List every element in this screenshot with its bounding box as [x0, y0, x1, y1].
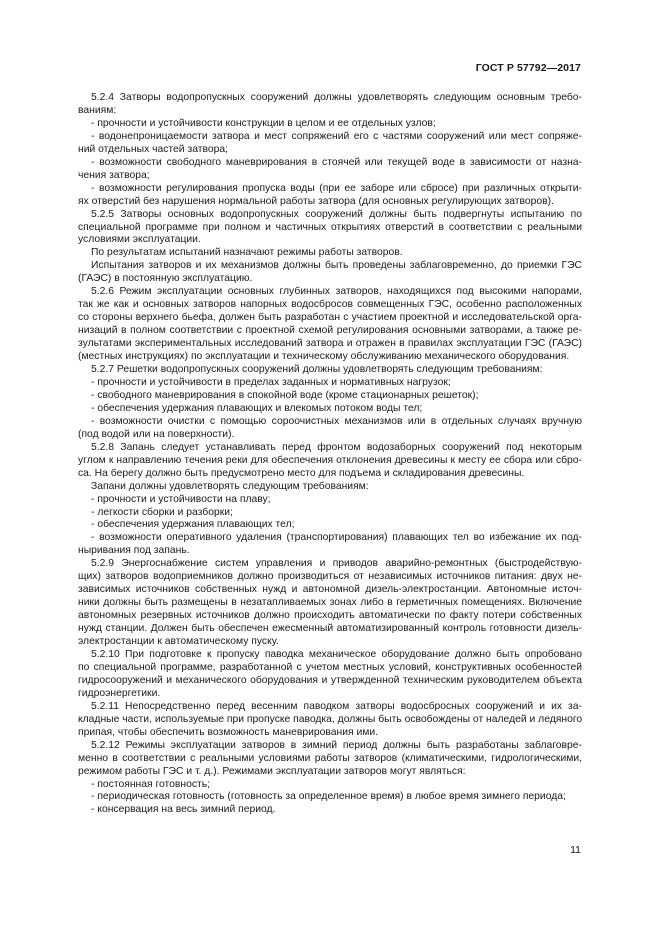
text-line: припая, чтобы обеспечить возможность маневрирования ими.: [78, 726, 379, 738]
text-line: 5.2.9 Энергоснабжение систем управления и приводов аварийно-ремонтных (быстродействую-: [91, 558, 582, 570]
text-line: 5.2.5 Затворы основных водопропускных сооружений должны быть подвергнуты испытанию по: [91, 208, 582, 220]
text-line: - возможности регулирования пропуска воды (при ее заборе или сбросе) при различных открыти-: [91, 182, 582, 194]
text-line: 5.2.4 Затворы водопропускных сооружений должны удовлетворять следующим основным требо-: [91, 92, 582, 103]
text-line: чения затвора;: [78, 169, 150, 181]
text-line: низаций в полном соответствии с проектной схемой регулирования основными затворами, а также ре-: [78, 325, 582, 337]
text-line: 5.2.12 Режимы эксплуатации затворов в зимний период должны быть разработаны заблаговре-: [91, 739, 582, 751]
text-line: нужд станции. Должен быть обеспечен ежесменный автоматизированный контроль готовности дизель-: [78, 623, 582, 635]
text-line: зависимых источников собственных нужд и автономной дизель-электростанции. Автономные источ-: [78, 584, 582, 596]
text-line: кладные части, используемые при пропуске паводка, должны быть освобождены от наледей и ледяного: [78, 713, 582, 725]
text-line: гидроэнергетики.: [78, 687, 161, 699]
text-line: - легкости сборки и разборки;: [91, 506, 233, 518]
text-line: - обеспечения удержания плавающих тел;: [91, 519, 295, 531]
text-line: - постоянная готовность;: [91, 778, 211, 790]
text-line: электростанции к автоматическому пуску.: [78, 636, 279, 648]
text-line: - водонепроницаемости затвора и мест сопряжений его с частями сооружений или мест сопряже-: [91, 130, 582, 142]
text-line: - возможности оперативного удаления (транспортирования) плавающих тел во избежание их под-: [91, 532, 582, 544]
document-body: [78, 92, 582, 817]
text-line: со стороны верхнего бьефа, должен быть разработан с участием проектной и исследовательской орга-: [78, 312, 582, 324]
text-line: - свободного маневрирования в спокойной воде (кроме стационарных решеток);: [91, 389, 479, 401]
text-line: Запани должны удовлетворять следующим требованиям:: [91, 480, 369, 492]
text-line: ваниям:: [78, 104, 117, 116]
text-line: 5.2.6 Режим эксплуатации основных глубинных затворов, находящихся под высокими напорами,: [91, 286, 582, 298]
page-number: 11: [570, 844, 581, 856]
text-line: Испытания затворов и их механизмов должны быть проведены заблаговременно, до приемки ГЭС: [91, 260, 582, 272]
text-line: 5.2.11 Непосредственно перед весенним паводком затворы водосбросных сооружений и их за-: [91, 700, 582, 712]
text-line: ний отдельных частей затвора;: [78, 143, 228, 155]
text-line: специальной программе при полном и частичных открытиях отверстий в соответствии с реальными: [78, 221, 582, 233]
text-line: ники должны быть размещены в незатапливаемых зонах либо в герметичных помещениях. Включение: [78, 597, 582, 609]
text-line: по специальной программе, разработанной с учетом местных условий, конструктивных особенностей: [78, 661, 582, 673]
text-line: - обеспечения удержания плавающих и влекомых потоком воды тел;: [91, 402, 423, 414]
text-line: По результатам испытаний назначают режимы работы затворов.: [91, 247, 403, 259]
text-line: 5.2.10 При подготовке к пропуску паводка механическое оборудование должно быть опробовано: [91, 648, 582, 660]
text-line: - периодическая готовность (готовность за определенное время) в любое время зимнего периода;: [91, 791, 566, 803]
text-line: (местных инструкциях) по эксплуатации и техническому обслуживанию механического оборудования.: [78, 351, 570, 363]
text-line: 5.2.7 Решетки водопропускных сооружений должны удовлетворять следующим требованиям:: [91, 364, 543, 376]
text-line: - возможности очистки с помощью сороочистных механизмов или в отдельных случаях вручную: [91, 415, 582, 427]
text-line: (под водой или на поверхности).: [78, 428, 235, 440]
text-line: - прочности и устойчивости на плаву;: [91, 493, 271, 505]
text-line: - прочности и устойчивости в пределах заданных и нормативных нагрузок;: [91, 376, 451, 388]
text-line: режимом работы ГЭС и т. д.). Режимами эксплуатации затворов могут являться:: [78, 765, 466, 777]
text-line: ныривания под запань.: [78, 545, 190, 557]
text-line: щих) затворов водоприемников должно производиться от независимых источников питания: двух не-: [78, 571, 582, 583]
text-line: са. На берегу должно быть предусмотрено место для подъема и складирования древесины.: [78, 467, 525, 479]
text-line: - возможности свободного маневрирования в стоячей или текущей воде в зависимости от назна-: [91, 156, 582, 168]
text-line: зультатами экспериментальных исследований затвора и отражен в правилах эксплуатации ГЭС (ГАЭС): [78, 338, 582, 350]
text-line: 5.2.8 Запань следует устанавливать перед фронтом водозаборных сооружений под некоторым: [91, 441, 582, 453]
text-line: так же как и основных затворов напорных водосбросов совмещенных ГЭС, особенно расположенных: [78, 299, 582, 311]
text-line: - прочности и устойчивости конструкции в целом и ее отдельных узлов;: [91, 117, 436, 129]
text-line: - консервация на весь зимний период.: [91, 804, 276, 816]
text-line: менно в соответствии с реальными условиями работы затворов (климатическими, гидрологическими,: [78, 752, 582, 764]
text-line: (ГАЭС) в постоянную эксплуатацию.: [78, 273, 253, 285]
text-line: условиями эксплуатации.: [78, 234, 201, 246]
standard-designation: ГОСТ Р 57792—2017: [475, 62, 581, 74]
text-line: автономных резервных источников должно происходить автоматически по факту потери собственных: [78, 610, 582, 622]
text-line: ях отверстий без нарушения нормальной работы затвора (для основных регулирующих затворов).: [78, 195, 554, 207]
text-line: углом к направлению течения реки для обеспечения отклонения древесины к месту ее сбора или сбро-: [78, 454, 582, 466]
text-line: гидросооружений и механического оборудования и утвержденной техническим руководителем объекта: [78, 674, 582, 686]
